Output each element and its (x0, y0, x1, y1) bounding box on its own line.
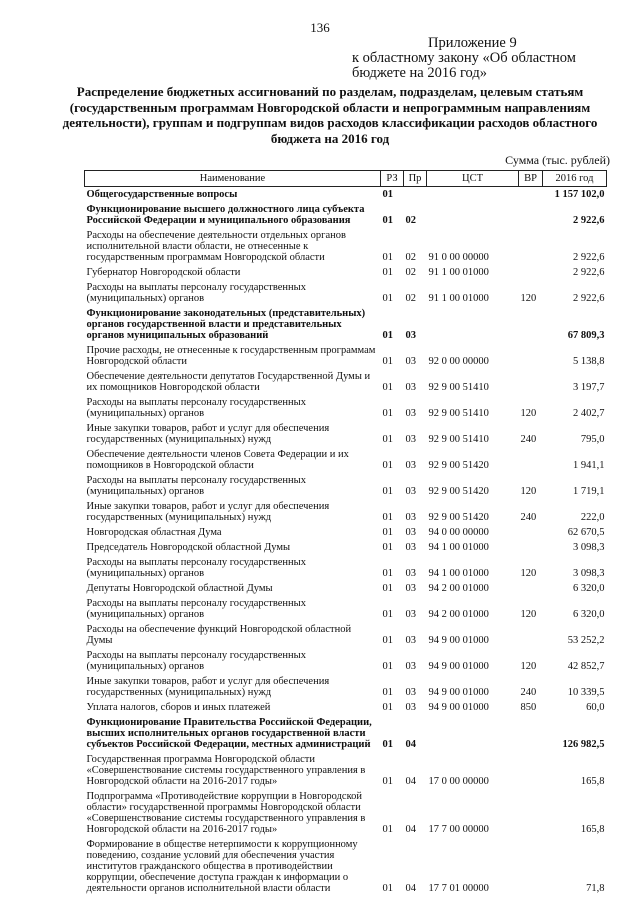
table-row (85, 280, 607, 306)
cell-vr (519, 447, 543, 473)
cell-pr: 04 (405, 739, 416, 750)
cell-vr: 120 (520, 661, 537, 672)
cell-amount: 10 339,5 (567, 687, 605, 698)
cell-cst: 17 7 00 00000 (428, 824, 489, 835)
cell-pr: 03 (405, 687, 416, 698)
cell-rz: 01 (382, 824, 393, 835)
cell-name: Функционирование Правительства Российской Федерации, высших исполнительных органов государственной власти субъектов Российской Федерации, местных администраций (86, 717, 372, 750)
cell-rz: 01 (382, 661, 393, 672)
table-row (85, 674, 607, 700)
appendix-line-1: к областному закону «Об областном (352, 50, 576, 66)
cell-amount: 6 320,0 (573, 609, 605, 620)
cell-name: Губернатор Новгородской области (86, 267, 241, 278)
cell-vr (519, 622, 543, 648)
cell-amount: 60,0 (586, 702, 605, 713)
cell-cst: 17 0 00 00000 (428, 776, 489, 787)
cell-cst: 92 9 00 51420 (428, 460, 489, 471)
cell-cst: 94 0 00 00000 (428, 527, 489, 538)
document-title: Распределение бюджетных ассигнований по разделам, подразделам, целевым статьям (государственным программам Новгородской области и непрограммным направлениям деятельности), группам и подгруппам видов расходов классификации расходов областного бюджета на 2016 год (62, 84, 598, 146)
cell-pr: 03 (405, 408, 416, 419)
cell-cst (427, 202, 519, 228)
cell-name: Расходы на обеспечение функций Новгородской областной Думы (86, 624, 352, 646)
cell-amount: 6 320,0 (573, 583, 605, 594)
cell-vr (519, 306, 543, 343)
cell-rz: 01 (382, 356, 393, 367)
cell-amount: 126 982,5 (562, 739, 605, 750)
cell-rz: 01 (382, 486, 393, 497)
cell-amount: 71,8 (586, 883, 605, 894)
cell-vr: 850 (520, 702, 537, 713)
cell-name: Иные закупки товаров, работ и услуг для обеспечения государственных (муниципальных) нужд (86, 676, 330, 698)
page-number: 136 (310, 20, 330, 35)
cell-cst (427, 715, 519, 752)
cell-cst: 94 1 00 01000 (428, 568, 489, 579)
cell-vr: 120 (520, 609, 537, 620)
cell-rz: 01 (382, 382, 393, 393)
cell-amount: 2 402,7 (573, 408, 605, 419)
cell-vr: 120 (520, 293, 537, 304)
cell-vr (519, 715, 543, 752)
cell-name: Расходы на выплаты персоналу государственных (муниципальных) органов (86, 650, 306, 672)
cell-vr (519, 581, 543, 596)
cell-vr (519, 540, 543, 555)
header-cst: ЦСТ (427, 171, 519, 187)
cell-pr: 03 (405, 527, 416, 538)
cell-vr (519, 752, 543, 789)
cell-pr: 03 (405, 330, 416, 341)
cell-rz: 01 (382, 635, 393, 646)
cell-cst: 94 1 00 01000 (428, 542, 489, 553)
cell-pr: 03 (405, 702, 416, 713)
cell-rz: 01 (382, 702, 393, 713)
cell-amount: 3 098,3 (573, 568, 605, 579)
cell-pr: 03 (405, 583, 416, 594)
table-row (85, 187, 607, 203)
table-row (85, 343, 607, 369)
cell-name: Расходы на выплаты персоналу государственных (муниципальных) органов (86, 557, 306, 579)
cell-name: Уплата налогов, сборов и иных платежей (86, 702, 271, 713)
cell-cst: 92 9 00 51410 (428, 408, 489, 419)
cell-vr (519, 369, 543, 395)
table-row (85, 473, 607, 499)
cell-rz: 01 (382, 776, 393, 787)
table-row (85, 306, 607, 343)
cell-rz: 01 (382, 687, 393, 698)
cell-amount: 3 098,3 (573, 542, 605, 553)
cell-pr: 03 (405, 609, 416, 620)
cell-amount: 42 852,7 (567, 661, 605, 672)
cell-vr (519, 789, 543, 837)
table-row (85, 369, 607, 395)
cell-pr: 03 (405, 382, 416, 393)
cell-name: Расходы на обеспечение деятельности отдельных органов исполнительной власти области, не отнесенные к государственным программам Новгородской области (86, 230, 346, 263)
table-row (85, 715, 607, 752)
cell-amount: 795,0 (580, 434, 605, 445)
cell-pr: 03 (405, 635, 416, 646)
cell-cst: 17 7 01 00000 (428, 883, 489, 894)
cell-rz: 01 (382, 252, 393, 263)
cell-pr: 02 (405, 252, 416, 263)
header-rz: РЗ (381, 171, 404, 187)
table-row (85, 525, 607, 540)
cell-name: Государственная программа Новгородской области «Совершенствование системы государственного управления в Новгородской области на 2016-2017 годы» (86, 754, 366, 787)
header-year: 2016 год (543, 171, 607, 187)
cell-rz: 01 (382, 189, 393, 200)
cell-amount: 1 157 102,0 (554, 189, 605, 200)
header-pr: Пр (404, 171, 427, 187)
cell-pr: 02 (405, 293, 416, 304)
cell-cst: 91 0 00 00000 (428, 252, 489, 263)
cell-vr (519, 202, 543, 228)
cell-amount: 165,8 (580, 824, 605, 835)
cell-pr: 03 (405, 356, 416, 367)
cell-amount: 2 922,6 (573, 252, 605, 263)
cell-name: Новгородская областная Дума (86, 527, 222, 538)
cell-rz: 01 (382, 215, 393, 226)
cell-vr (519, 187, 543, 203)
cell-pr: 03 (405, 661, 416, 672)
cell-amount: 5 138,8 (573, 356, 605, 367)
cell-cst: 94 9 00 01000 (428, 635, 489, 646)
table-row (85, 622, 607, 648)
cell-pr: 02 (405, 267, 416, 278)
cell-cst: 92 0 00 00000 (428, 356, 489, 367)
cell-rz: 01 (382, 609, 393, 620)
table-row (85, 499, 607, 525)
cell-name: Расходы на выплаты персоналу государственных (муниципальных) органов (86, 475, 306, 497)
cell-rz: 01 (382, 408, 393, 419)
cell-pr: 03 (405, 568, 416, 579)
cell-vr: 120 (520, 568, 537, 579)
table-row (85, 648, 607, 674)
cell-amount: 2 922,6 (573, 215, 605, 226)
cell-amount: 222,0 (580, 512, 605, 523)
cell-rz: 01 (382, 527, 393, 538)
cell-pr (404, 187, 427, 203)
cell-pr: 03 (405, 434, 416, 445)
cell-rz: 01 (382, 330, 393, 341)
cell-pr: 03 (405, 486, 416, 497)
cell-cst: 92 9 00 51410 (428, 434, 489, 445)
cell-name: Расходы на выплаты персоналу государственных (муниципальных) органов (86, 397, 306, 419)
cell-cst: 91 1 00 01000 (428, 267, 489, 278)
cell-vr: 240 (520, 687, 537, 698)
cell-name: Функционирование высшего должностного лица субъекта Российской Федерации и муниципального образования (86, 204, 365, 226)
cell-name: Обеспечение деятельности членов Совета Федерации и их помощников в Новгородской области (86, 449, 349, 471)
header-vr: ВР (519, 171, 543, 187)
cell-name: Общегосударственные вопросы (86, 189, 238, 200)
table-row (85, 700, 607, 715)
cell-vr (519, 837, 543, 896)
cell-amount: 62 670,5 (567, 527, 605, 538)
appendix-line-2: бюджете на 2016 год» (352, 65, 488, 81)
cell-name: Обеспечение деятельности депутатов Государственной Думы и их помощников Новгородской области (86, 371, 371, 393)
cell-name: Иные закупки товаров, работ и услуг для обеспечения государственных (муниципальных) нужд (86, 501, 330, 523)
cell-cst: 92 9 00 51420 (428, 486, 489, 497)
cell-cst: 92 9 00 51420 (428, 512, 489, 523)
cell-name: Подпрограмма «Противодействие коррупции в Новгородской области» государственной программы Новгородской области «Совершенствование системы государственного управления в Новгородской области на 2016-2017 годы» (86, 791, 366, 835)
cell-name: Расходы на выплаты персоналу государственных (муниципальных) органов (86, 282, 306, 304)
cell-rz: 01 (382, 568, 393, 579)
cell-pr: 04 (405, 883, 416, 894)
cell-vr (519, 228, 543, 265)
cell-amount: 1 941,1 (573, 460, 605, 471)
cell-cst: 94 9 00 01000 (428, 687, 489, 698)
cell-vr (519, 265, 543, 280)
header-name: Наименование (85, 171, 381, 187)
cell-name: Депутаты Новгородской областной Думы (86, 583, 273, 594)
units-label: Сумма (тыс. рублей) (505, 153, 610, 167)
appendix-block (352, 36, 622, 81)
table-row (85, 752, 607, 789)
cell-name: Иные закупки товаров, работ и услуг для обеспечения государственных (муниципальных) нужд (86, 423, 330, 445)
table-row (85, 837, 607, 896)
cell-amount: 3 197,7 (573, 382, 605, 393)
cell-pr: 02 (405, 215, 416, 226)
cell-pr: 04 (405, 824, 416, 835)
cell-name: Прочие расходы, не отнесенные к государственным программам Новгородской области (86, 345, 376, 367)
cell-rz: 01 (382, 739, 393, 750)
table-body (85, 187, 607, 897)
cell-rz: 01 (382, 434, 393, 445)
cell-amount: 67 809,3 (567, 330, 605, 341)
cell-vr: 120 (520, 408, 537, 419)
cell-rz: 01 (382, 293, 393, 304)
cell-pr: 03 (405, 460, 416, 471)
appendix-title: Приложение 9 (428, 35, 517, 51)
table-row (85, 447, 607, 473)
table-row (85, 265, 607, 280)
cell-amount: 53 252,2 (567, 635, 605, 646)
cell-name: Председатель Новгородской областной Думы (86, 542, 291, 553)
cell-rz: 01 (382, 512, 393, 523)
cell-amount: 1 719,1 (573, 486, 605, 497)
cell-name: Формирование в обществе нетерпимости к коррупционному поведению, создание условий для обеспечения участия институтов гражданского общества в противодействии коррупции, обеспечение доступа граждан к информации о деятельности органов исполнительной власти области (86, 839, 358, 894)
cell-rz: 01 (382, 267, 393, 278)
table-row (85, 581, 607, 596)
cell-rz: 01 (382, 460, 393, 471)
table-row (85, 555, 607, 581)
table-row (85, 789, 607, 837)
cell-vr: 120 (520, 486, 537, 497)
cell-vr: 240 (520, 434, 537, 445)
cell-pr: 03 (405, 542, 416, 553)
cell-vr (519, 343, 543, 369)
cell-vr (519, 525, 543, 540)
cell-vr: 240 (520, 512, 537, 523)
cell-cst: 94 9 00 01000 (428, 661, 489, 672)
table-row (85, 596, 607, 622)
cell-pr: 03 (405, 512, 416, 523)
cell-rz: 01 (382, 883, 393, 894)
cell-name: Функционирование законодательных (представительных) органов государственной власти и представительных органов муниципальных образований (86, 308, 366, 341)
cell-cst: 94 2 00 01000 (428, 583, 489, 594)
cell-cst (427, 306, 519, 343)
cell-amount: 2 922,6 (573, 293, 605, 304)
cell-amount: 165,8 (580, 776, 605, 787)
table-header-row (85, 171, 607, 187)
cell-cst: 94 2 00 01000 (428, 609, 489, 620)
cell-pr: 04 (405, 776, 416, 787)
table-row (85, 202, 607, 228)
table-row (85, 228, 607, 265)
cell-cst: 92 9 00 51410 (428, 382, 489, 393)
table-row (85, 540, 607, 555)
cell-cst: 91 1 00 01000 (428, 293, 489, 304)
cell-name: Расходы на выплаты персоналу государственных (муниципальных) органов (86, 598, 306, 620)
cell-rz: 01 (382, 583, 393, 594)
budget-table (84, 170, 607, 896)
cell-cst (427, 187, 519, 203)
table-row (85, 395, 607, 421)
cell-rz: 01 (382, 542, 393, 553)
cell-cst: 94 9 00 01000 (428, 702, 489, 713)
table-row (85, 421, 607, 447)
cell-amount: 2 922,6 (573, 267, 605, 278)
